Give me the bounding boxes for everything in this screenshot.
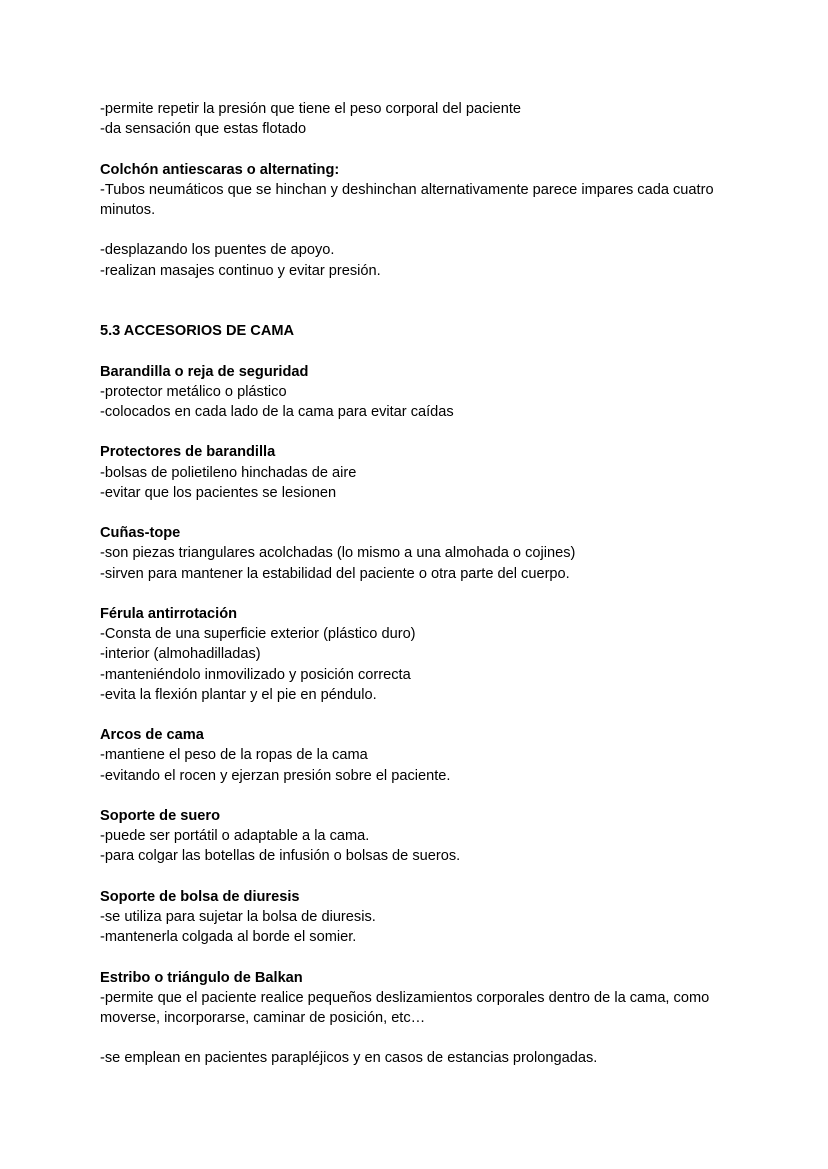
text-line: -realizan masajes continuo y evitar presión. bbox=[100, 262, 381, 279]
item-title: Soporte de suero bbox=[100, 807, 221, 824]
item-block bbox=[100, 523, 740, 584]
text-line: -evita la flexión plantar y el pie en péndulo. bbox=[100, 686, 377, 703]
text-line: -colocados en cada lado de la cama para evitar caídas bbox=[100, 403, 454, 420]
text-line: -permite repetir la presión que tiene el peso corporal del paciente bbox=[100, 101, 522, 117]
item-block bbox=[100, 362, 740, 423]
text-line: -bolsas de polietileno hinchadas de aire bbox=[100, 464, 357, 481]
text-line: -protector metálico o plástico bbox=[100, 383, 287, 400]
text-line: -interior (almohadilladas) bbox=[100, 646, 261, 663]
item-block bbox=[100, 806, 740, 867]
text-line: -sirven para mantener la estabilidad del paciente o otra parte del cuerpo. bbox=[100, 565, 570, 582]
text-line: -son piezas triangulares acolchadas (lo mismo a una almohada o cojines) bbox=[100, 545, 576, 562]
text-line: -permite que el paciente realice pequeños deslizamientos corporales dentro de la cama, como moverse, incorporarse, caminar de posición, etc… bbox=[100, 989, 714, 1026]
text-line: -evitando el rocen y ejerzan presión sobre el paciente. bbox=[100, 767, 451, 784]
section-subtitle: Colchón antiescaras o alternating: bbox=[100, 161, 340, 178]
item-title: Arcos de cama bbox=[100, 727, 204, 744]
item-title: Soporte de bolsa de diuresis bbox=[100, 888, 300, 905]
section-heading: 5.3 ACCESORIOS DE CAMA bbox=[100, 323, 295, 340]
item-title: Cuñas-tope bbox=[100, 525, 181, 542]
item-title: Férula antirrotación bbox=[100, 605, 238, 622]
document-page bbox=[100, 99, 740, 1069]
text-line: -Tubos neumáticos que se hinchan y deshinchan alternativamente parece impares cada cuatro minutos. bbox=[100, 181, 718, 218]
text-line: -se emplean en pacientes parapléjicos y en casos de estancias prolongadas. bbox=[100, 1050, 598, 1067]
text-line: -desplazando los puentes de apoyo. bbox=[100, 242, 335, 259]
text-line: -evitar que los pacientes se lesionen bbox=[100, 484, 337, 501]
item-block bbox=[100, 725, 740, 786]
item-title: Barandilla o reja de seguridad bbox=[100, 363, 309, 380]
item-block bbox=[100, 968, 740, 1069]
text-line: -se utiliza para sujetar la bolsa de diuresis. bbox=[100, 908, 376, 925]
intro-paragraph bbox=[100, 99, 740, 139]
item-title: Protectores de barandilla bbox=[100, 444, 276, 461]
alternating-section bbox=[100, 160, 740, 281]
text-line: -Consta de una superficie exterior (plástico duro) bbox=[100, 626, 416, 643]
text-line: -para colgar las botellas de infusión o bolsas de sueros. bbox=[100, 848, 461, 865]
item-block bbox=[100, 887, 740, 948]
text-line: -mantenerla colgada al borde el somier. bbox=[100, 929, 357, 946]
item-block bbox=[100, 604, 740, 705]
text-line: -puede ser portátil o adaptable a la cama. bbox=[100, 828, 370, 845]
item-title: Estribo o triángulo de Balkan bbox=[100, 969, 303, 986]
text-line: -mantiene el peso de la ropas de la cama bbox=[100, 747, 368, 764]
item-block bbox=[100, 442, 740, 503]
text-line: -da sensación que estas flotado bbox=[100, 121, 307, 138]
text-line: -manteniéndolo inmovilizado y posición correcta bbox=[100, 666, 411, 683]
